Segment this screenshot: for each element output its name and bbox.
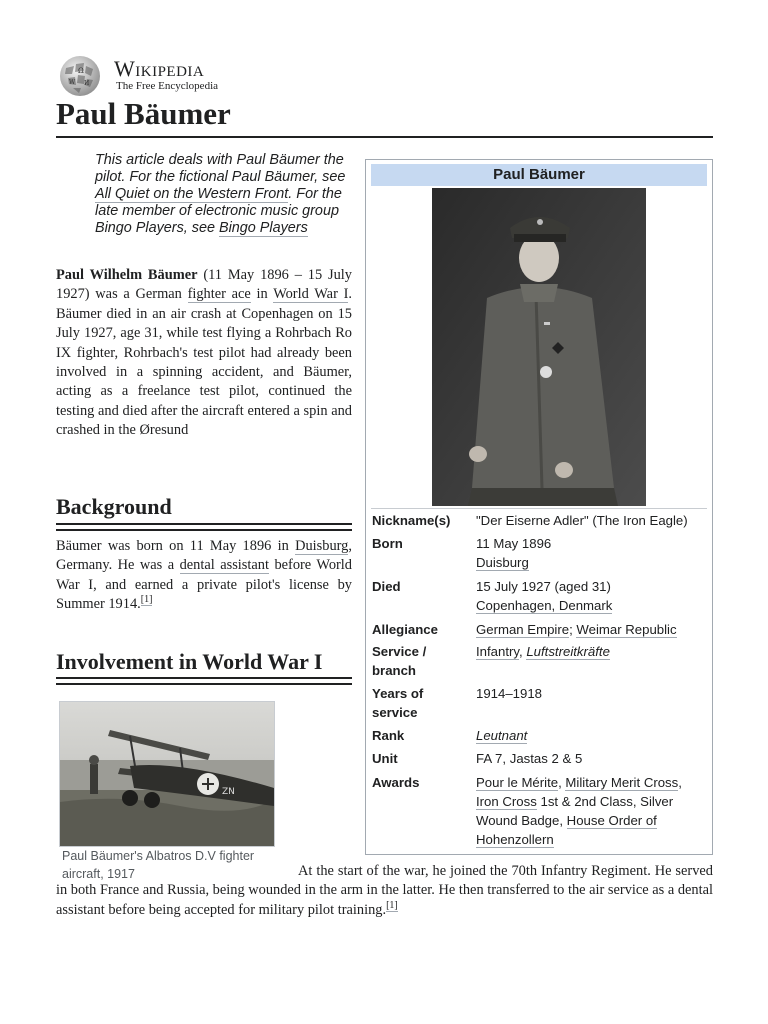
svg-text:W: W [69,79,76,86]
citation-link[interactable]: [1] [140,594,153,606]
link-military-merit-cross[interactable]: Military Merit Cross [565,775,679,790]
infobox-value: 1914–1918 [476,686,543,701]
link-pour-le-merite[interactable]: Pour le Mérite [476,775,559,790]
infobox-divider [371,508,707,509]
link-weimar-republic[interactable]: Weimar Republic [576,622,677,637]
infobox [365,159,713,855]
link-bingo-players[interactable]: Bingo Players [219,220,308,236]
link-fighter-ace[interactable]: fighter ace [187,286,251,303]
portrait-image [432,188,646,506]
link-dental-assistant[interactable]: dental assistant [179,557,269,574]
wikipedia-wordmark: Wikipedia [114,56,205,81]
infobox-value: FA 7, Jastas 2 & 5 [476,751,583,766]
link-duisburg[interactable]: Duisburg [295,538,349,554]
label-line: Service / [372,644,427,659]
born-date: 11 May 1896 [476,536,552,551]
hatnote-text: . For the late member of electronic music group Bingo Players, see [95,186,342,236]
link-all-quiet[interactable]: All Quiet on the Western Front [95,186,289,202]
separator: ; [569,622,577,637]
lead-text: in [250,286,274,303]
heading-divider [56,523,352,531]
heading-background: Background [56,494,172,519]
label-line: Years of [372,686,424,701]
died-date: 15 July 1927 (aged 31) [476,579,611,594]
hatnote-text: This article deals with Paul Bäumer the pilot. For the fictional Paul Bäumer, see [95,152,346,185]
infobox-label [372,684,470,722]
wikipedia-tagline: The Free Encyclopedia [116,80,219,92]
lead-text: . Bäumer died in an air crash at Copenhagen on 15 July 1927, age 31, while test flying a Rohrbach Ro IX fighter, Rohrbach's test pilot had already been involved in a spinning accident, and Bäumer, acting as a freelance test pilot, continued the testing and died after the aircraft entered a spin and crashed in the Øresund [56,286,352,439]
heading-divider [56,677,352,685]
link-luftstreitkraefte[interactable]: Luftstreitkräfte [526,644,610,659]
title-divider [56,136,713,138]
infobox-label: Awards [372,775,420,790]
portrait-photo[interactable] [432,188,646,506]
background-text: Bäumer was born on 11 May 1896 in [56,538,296,554]
infobox-value: "Der Eiserne Adler" (The Iron Eagle) [476,513,688,528]
infobox-value [476,726,706,745]
albatros-photo[interactable] [59,701,275,847]
infobox-value [476,534,706,572]
infobox-value [476,577,706,615]
infobox-label: Born [372,536,403,551]
label-line: service [372,705,418,720]
background-text: , Germany. He was a [56,538,352,574]
ww1-text: At the start of the war, he joined the 70th Infantry Regiment. He served in both France and Russia, being wounded in the arm in the latter. He then transferred to the air service as a dental assistant before being accepted for military pilot training. [56,863,713,918]
lead-paragraph [56,266,352,441]
link-leutnant[interactable]: Leutnant [476,728,528,743]
background-text: before World War I, and earned a private pilot's license by Summer 1914. [56,557,352,613]
lead-text: (11 May 1896 – 15 July 1927) was a German [56,267,352,303]
page-title: Paul Bäumer [56,96,231,131]
svg-text:Ω: Ω [78,67,84,75]
ww1-paragraph [56,862,713,920]
infobox-label: Unit [372,751,398,766]
svg-text:ZN: ZN [222,787,235,797]
hatnote [95,152,353,237]
infobox-label: Allegiance [372,622,438,637]
link-infantry[interactable]: Infantry [476,644,520,659]
link-house-order-hohenzollern[interactable]: House Order of Hohenzollern [476,813,657,847]
separator: , [519,644,527,659]
link-duisburg[interactable]: Duisburg [476,555,529,570]
infobox-label [372,642,470,680]
infobox-label: Died [372,579,401,594]
wikipedia-logo[interactable] [56,54,256,98]
separator: , [558,775,566,790]
infobox-label: Nickname(s) [372,513,451,528]
link-copenhagen[interactable]: Copenhagen, Denmark [476,598,613,613]
link-world-war-i[interactable]: World War I [273,286,349,303]
svg-text:И: И [84,80,90,87]
link-german-empire[interactable]: German Empire [476,622,570,637]
subject-name: Paul Wilhelm Bäumer [56,267,198,283]
award-text: 1st & 2nd Class, Silver Wound Badge, [476,794,674,828]
infobox-value [476,620,706,639]
link-iron-cross[interactable]: Iron Cross [476,794,537,809]
label-line: branch [372,663,416,678]
figure-caption: Paul Bäumer's Albatros D.V fighter aircraft, 1917 [62,849,255,881]
background-paragraph [56,537,352,615]
infobox-value [476,642,706,661]
albatros-image [60,702,274,846]
infobox-label: Rank [372,728,405,743]
float-spacer [56,874,298,875]
heading-ww1: Involvement in World War I [56,649,323,674]
wikipedia-globe-icon [56,54,104,98]
infobox-title: Paul Bäumer [371,164,707,186]
separator: , [678,775,682,790]
citation-link[interactable]: [1] [386,900,398,912]
infobox-value [476,773,706,849]
